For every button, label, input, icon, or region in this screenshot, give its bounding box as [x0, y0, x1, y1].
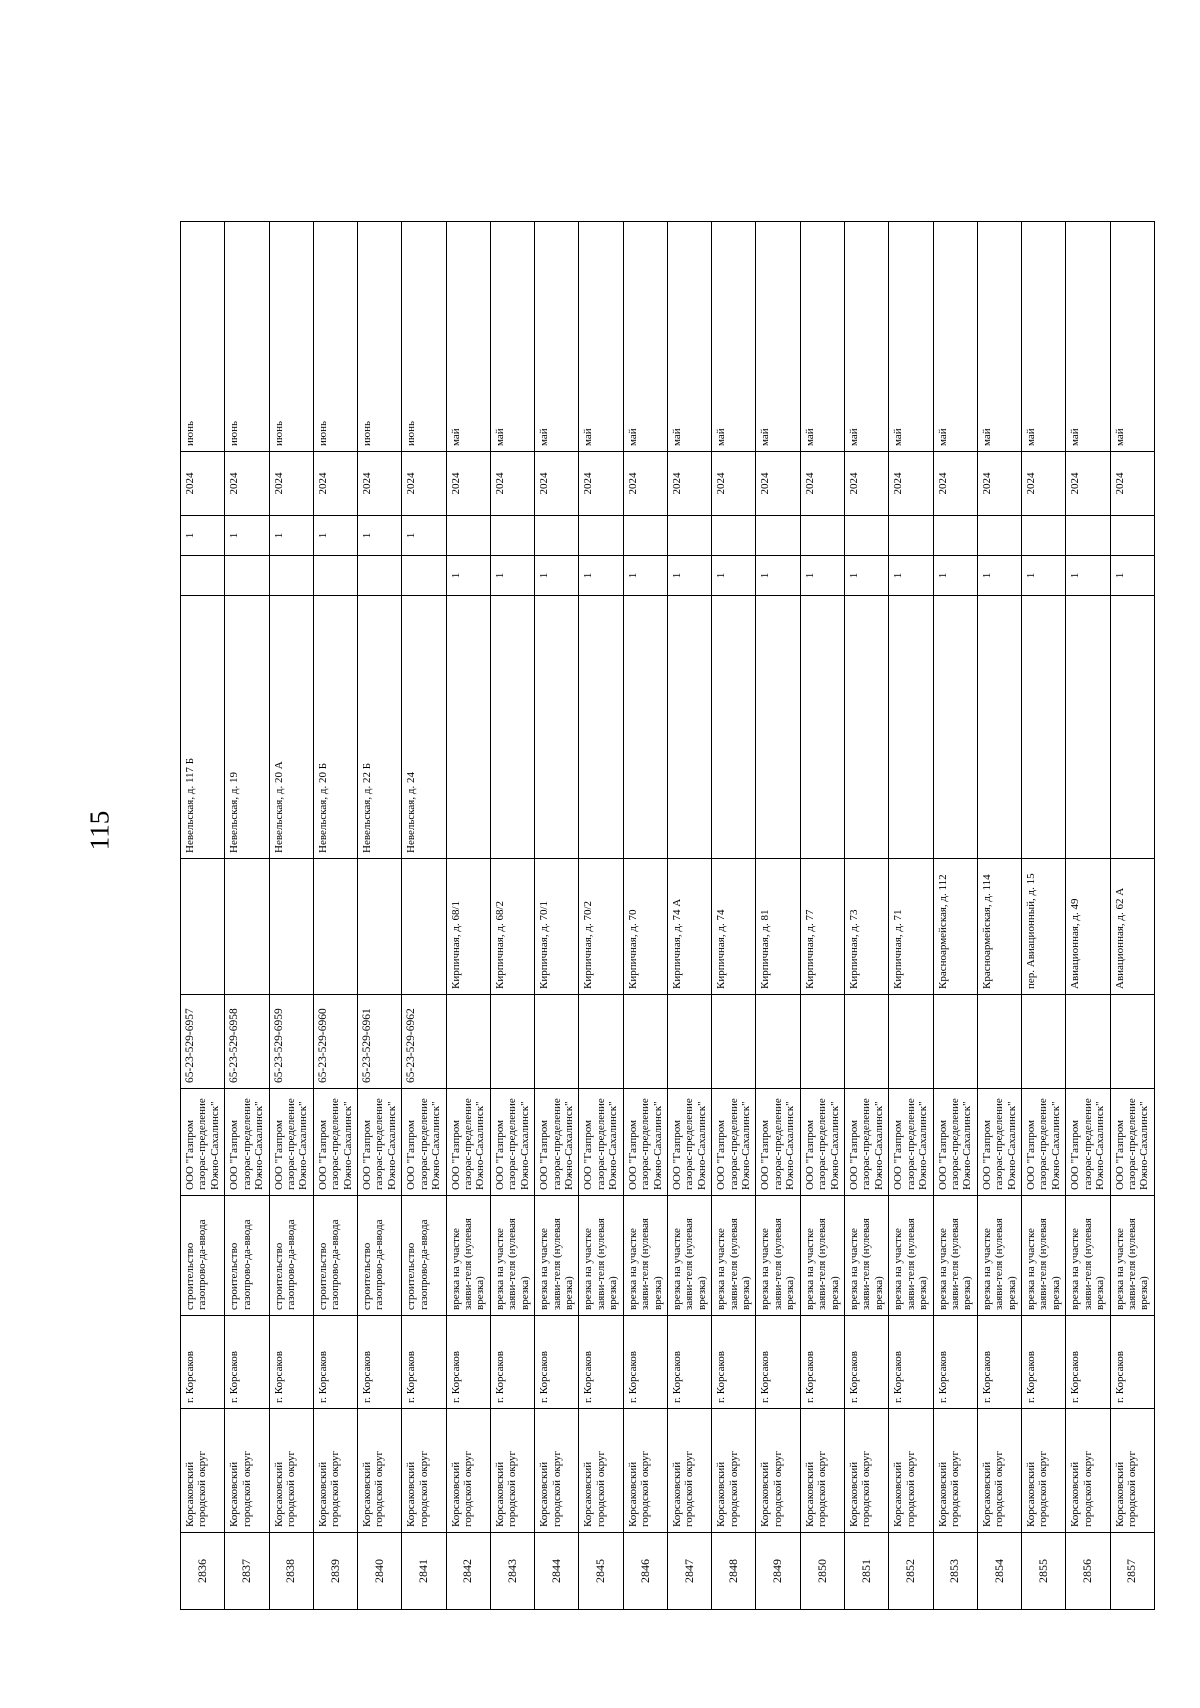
year-cell: 2024 — [1110, 452, 1154, 516]
address-cell: Кирпичная, д. 70/1 — [535, 859, 579, 995]
organization-cell: ООО "Газпром газорас-пределение Южно-Сахалинск" — [490, 1089, 534, 1196]
object-code-cell — [933, 995, 977, 1089]
year-cell: 2024 — [667, 452, 711, 516]
district-cell: Корсаковский городской округ — [933, 1409, 977, 1533]
table-row — [844, 222, 888, 1610]
address-cell: Красноармейская, д. 114 — [977, 859, 1021, 995]
table-row — [358, 222, 402, 1610]
address-alt-cell — [1066, 596, 1110, 859]
month-cell: май — [889, 222, 933, 452]
month-cell: май — [756, 222, 800, 452]
row-number-cell: 2853 — [933, 1533, 977, 1610]
row-number-cell: 2855 — [1022, 1533, 1066, 1610]
table-row — [1022, 222, 1066, 1610]
row-number-cell: 2837 — [225, 1533, 269, 1610]
object-code-cell — [667, 995, 711, 1089]
address-cell — [269, 859, 313, 995]
organization-cell: ООО "Газпром газорас-пределение Южно-Сахалинск" — [977, 1089, 1021, 1196]
district-cell: Корсаковский городской округ — [225, 1409, 269, 1533]
quantity-cell — [358, 556, 402, 596]
quantity-alt-cell — [977, 516, 1021, 556]
table-row — [667, 222, 711, 1610]
quantity-cell: 1 — [800, 556, 844, 596]
city-cell: г. Корсаков — [623, 1316, 667, 1409]
district-cell: Корсаковский городской округ — [358, 1409, 402, 1533]
month-cell: май — [623, 222, 667, 452]
quantity-alt-cell — [712, 516, 756, 556]
address-alt-cell: Невельская, д. 19 — [225, 596, 269, 859]
quantity-cell — [269, 556, 313, 596]
work-type-cell: врезка на участке заяви-теля (нулевая врезка) — [446, 1196, 490, 1316]
district-cell: Корсаковский городской округ — [313, 1409, 357, 1533]
row-number-cell: 2854 — [977, 1533, 1021, 1610]
row-number-cell: 2850 — [800, 1533, 844, 1610]
table-row — [579, 222, 623, 1610]
month-cell: июнь — [358, 222, 402, 452]
address-alt-cell — [756, 596, 800, 859]
city-cell: г. Корсаков — [402, 1316, 446, 1409]
address-cell: Красноармейская, д. 112 — [933, 859, 977, 995]
work-type-cell: врезка на участке заяви-теля (нулевая врезка) — [667, 1196, 711, 1316]
month-cell: май — [490, 222, 534, 452]
object-code-cell — [535, 995, 579, 1089]
object-code-cell — [712, 995, 756, 1089]
work-type-cell: врезка на участке заяви-теля (нулевая врезка) — [756, 1196, 800, 1316]
district-cell: Корсаковский городской округ — [446, 1409, 490, 1533]
year-cell: 2024 — [358, 452, 402, 516]
city-cell: г. Корсаков — [1110, 1316, 1154, 1409]
address-alt-cell: Невельская, д. 20 А — [269, 596, 313, 859]
work-type-cell: строительство газопрово-да-ввода — [225, 1196, 269, 1316]
organization-cell: ООО "Газпром газорас-пределение Южно-Сахалинск" — [889, 1089, 933, 1196]
year-cell: 2024 — [977, 452, 1021, 516]
organization-cell: ООО "Газпром газорас-пределение Южно-Сахалинск" — [579, 1089, 623, 1196]
organization-cell: ООО "Газпром газорас-пределение Южно-Сахалинск" — [358, 1089, 402, 1196]
table-row — [933, 222, 977, 1610]
month-cell: май — [844, 222, 888, 452]
address-cell — [181, 859, 225, 995]
city-cell: г. Корсаков — [313, 1316, 357, 1409]
organization-cell: ООО "Газпром газорас-пределение Южно-Сахалинск" — [756, 1089, 800, 1196]
work-type-cell: врезка на участке заяви-теля (нулевая врезка) — [844, 1196, 888, 1316]
year-cell: 2024 — [889, 452, 933, 516]
table-row — [1110, 222, 1154, 1610]
table-row — [712, 222, 756, 1610]
work-type-cell: строительство газопрово-да-ввода — [181, 1196, 225, 1316]
work-type-cell: врезка на участке заяви-теля (нулевая врезка) — [1110, 1196, 1154, 1316]
month-cell: май — [1066, 222, 1110, 452]
row-number-cell: 2851 — [844, 1533, 888, 1610]
month-cell: май — [579, 222, 623, 452]
city-cell: г. Корсаков — [535, 1316, 579, 1409]
work-type-cell: врезка на участке заяви-теля (нулевая врезка) — [933, 1196, 977, 1316]
address-alt-cell — [535, 596, 579, 859]
district-cell: Корсаковский городской округ — [1110, 1409, 1154, 1533]
organization-cell: ООО "Газпром газорас-пределение Южно-Сахалинск" — [181, 1089, 225, 1196]
table-row — [756, 222, 800, 1610]
address-alt-cell — [977, 596, 1021, 859]
quantity-alt-cell — [667, 516, 711, 556]
quantity-cell — [313, 556, 357, 596]
quantity-cell: 1 — [933, 556, 977, 596]
organization-cell: ООО "Газпром газорас-пределение Южно-Сахалинск" — [1066, 1089, 1110, 1196]
month-cell: июнь — [225, 222, 269, 452]
table-row — [889, 222, 933, 1610]
month-cell: июнь — [269, 222, 313, 452]
address-cell: Кирпичная, д. 74 — [712, 859, 756, 995]
district-cell: Корсаковский городской округ — [269, 1409, 313, 1533]
object-code-cell — [889, 995, 933, 1089]
table-body — [181, 222, 1155, 1610]
address-cell — [358, 859, 402, 995]
address-cell: Кирпичная, д. 77 — [800, 859, 844, 995]
object-code-cell — [490, 995, 534, 1089]
row-number-cell: 2839 — [313, 1533, 357, 1610]
quantity-cell: 1 — [977, 556, 1021, 596]
month-cell: май — [712, 222, 756, 452]
object-code-cell — [844, 995, 888, 1089]
year-cell: 2024 — [1022, 452, 1066, 516]
organization-cell: ООО "Газпром газорас-пределение Южно-Сахалинск" — [535, 1089, 579, 1196]
address-alt-cell — [667, 596, 711, 859]
row-number-cell: 2847 — [667, 1533, 711, 1610]
page-number — [80, 802, 120, 858]
quantity-cell: 1 — [1022, 556, 1066, 596]
city-cell: г. Корсаков — [800, 1316, 844, 1409]
quantity-cell: 1 — [535, 556, 579, 596]
object-code-cell: 65-23-529-6957 — [181, 995, 225, 1089]
work-type-cell: врезка на участке заяви-теля (нулевая врезка) — [535, 1196, 579, 1316]
organization-cell: ООО "Газпром газорас-пределение Южно-Сахалинск" — [844, 1089, 888, 1196]
address-cell: пер. Авиационный, д. 15 — [1022, 859, 1066, 995]
table-row — [800, 222, 844, 1610]
quantity-alt-cell: 1 — [181, 516, 225, 556]
object-code-cell — [1110, 995, 1154, 1089]
object-code-cell: 65-23-529-6959 — [269, 995, 313, 1089]
month-cell: май — [800, 222, 844, 452]
city-cell: г. Корсаков — [1066, 1316, 1110, 1409]
row-number-cell: 2843 — [490, 1533, 534, 1610]
quantity-cell: 1 — [579, 556, 623, 596]
quantity-alt-cell: 1 — [313, 516, 357, 556]
city-cell: г. Корсаков — [181, 1316, 225, 1409]
table-row — [1066, 222, 1110, 1610]
data-table — [180, 221, 1155, 1610]
month-cell: май — [446, 222, 490, 452]
organization-cell: ООО "Газпром газорас-пределение Южно-Сахалинск" — [269, 1089, 313, 1196]
row-number-cell: 2846 — [623, 1533, 667, 1610]
object-code-cell — [756, 995, 800, 1089]
organization-cell: ООО "Газпром газорас-пределение Южно-Сахалинск" — [800, 1089, 844, 1196]
quantity-cell — [225, 556, 269, 596]
district-cell: Корсаковский городской округ — [1022, 1409, 1066, 1533]
quantity-alt-cell — [1110, 516, 1154, 556]
object-code-cell — [1022, 995, 1066, 1089]
object-code-cell: 65-23-529-6961 — [358, 995, 402, 1089]
table-row — [446, 222, 490, 1610]
month-cell: май — [667, 222, 711, 452]
quantity-alt-cell: 1 — [402, 516, 446, 556]
city-cell: г. Корсаков — [579, 1316, 623, 1409]
address-alt-cell — [1110, 596, 1154, 859]
district-cell: Корсаковский городской округ — [977, 1409, 1021, 1533]
work-type-cell: врезка на участке заяви-теля (нулевая врезка) — [712, 1196, 756, 1316]
district-cell: Корсаковский городской округ — [889, 1409, 933, 1533]
quantity-alt-cell — [446, 516, 490, 556]
quantity-alt-cell — [1066, 516, 1110, 556]
object-code-cell: 65-23-529-6960 — [313, 995, 357, 1089]
address-cell: Кирпичная, д. 68/1 — [446, 859, 490, 995]
year-cell: 2024 — [933, 452, 977, 516]
row-number-cell: 2842 — [446, 1533, 490, 1610]
address-alt-cell — [889, 596, 933, 859]
object-code-cell — [977, 995, 1021, 1089]
work-type-cell: врезка на участке заяви-теля (нулевая врезка) — [579, 1196, 623, 1316]
table-row — [623, 222, 667, 1610]
table-row — [977, 222, 1021, 1610]
address-cell: Кирпичная, д. 68/2 — [490, 859, 534, 995]
quantity-alt-cell — [1022, 516, 1066, 556]
district-cell: Корсаковский городской округ — [756, 1409, 800, 1533]
address-alt-cell: Невельская, д. 117 Б — [181, 596, 225, 859]
organization-cell: ООО "Газпром газорас-пределение Южно-Сахалинск" — [667, 1089, 711, 1196]
quantity-alt-cell — [623, 516, 667, 556]
table-row — [181, 222, 225, 1610]
address-cell: Кирпичная, д. 71 — [889, 859, 933, 995]
city-cell: г. Корсаков — [977, 1316, 1021, 1409]
city-cell: г. Корсаков — [844, 1316, 888, 1409]
object-code-cell — [579, 995, 623, 1089]
address-alt-cell — [844, 596, 888, 859]
rotated-table-wrapper — [180, 222, 1151, 1610]
address-cell: Кирпичная, д. 81 — [756, 859, 800, 995]
district-cell: Корсаковский городской округ — [1066, 1409, 1110, 1533]
city-cell: г. Корсаков — [889, 1316, 933, 1409]
district-cell: Корсаковский городской округ — [402, 1409, 446, 1533]
quantity-cell: 1 — [446, 556, 490, 596]
work-type-cell: строительство газопрово-да-ввода — [402, 1196, 446, 1316]
quantity-alt-cell — [756, 516, 800, 556]
city-cell: г. Корсаков — [490, 1316, 534, 1409]
address-cell: Авиационная, д. 49 — [1066, 859, 1110, 995]
row-number-cell: 2852 — [889, 1533, 933, 1610]
month-cell: май — [535, 222, 579, 452]
quantity-cell — [181, 556, 225, 596]
row-number-cell: 2856 — [1066, 1533, 1110, 1610]
work-type-cell: врезка на участке заяви-теля (нулевая врезка) — [889, 1196, 933, 1316]
city-cell: г. Корсаков — [358, 1316, 402, 1409]
quantity-cell: 1 — [490, 556, 534, 596]
year-cell: 2024 — [756, 452, 800, 516]
address-cell: Авиационная, д. 62 А — [1110, 859, 1154, 995]
work-type-cell: врезка на участке заяви-теля (нулевая врезка) — [977, 1196, 1021, 1316]
address-alt-cell: Невельская, д. 22 Б — [358, 596, 402, 859]
city-cell: г. Корсаков — [225, 1316, 269, 1409]
page-number-text: 115 — [84, 810, 115, 850]
object-code-cell — [800, 995, 844, 1089]
work-type-cell: строительство газопрово-да-ввода — [269, 1196, 313, 1316]
address-alt-cell — [446, 596, 490, 859]
district-cell: Корсаковский городской округ — [623, 1409, 667, 1533]
address-alt-cell — [800, 596, 844, 859]
object-code-cell: 65-23-529-6962 — [402, 995, 446, 1089]
address-alt-cell — [933, 596, 977, 859]
year-cell: 2024 — [800, 452, 844, 516]
year-cell: 2024 — [402, 452, 446, 516]
object-code-cell — [623, 995, 667, 1089]
quantity-cell: 1 — [1110, 556, 1154, 596]
table-row — [535, 222, 579, 1610]
row-number-cell: 2841 — [402, 1533, 446, 1610]
quantity-alt-cell: 1 — [269, 516, 313, 556]
work-type-cell: врезка на участке заяви-теля (нулевая врезка) — [1066, 1196, 1110, 1316]
year-cell: 2024 — [446, 452, 490, 516]
object-code-cell: 65-23-529-6958 — [225, 995, 269, 1089]
address-cell: Кирпичная, д. 74 А — [667, 859, 711, 995]
district-cell: Корсаковский городской округ — [844, 1409, 888, 1533]
month-cell: май — [1110, 222, 1154, 452]
month-cell: май — [933, 222, 977, 452]
organization-cell: ООО "Газпром газорас-пределение Южно-Сахалинск" — [933, 1089, 977, 1196]
month-cell: май — [977, 222, 1021, 452]
work-type-cell: врезка на участке заяви-теля (нулевая врезка) — [490, 1196, 534, 1316]
year-cell: 2024 — [579, 452, 623, 516]
address-cell: Кирпичная, д. 70/2 — [579, 859, 623, 995]
organization-cell: ООО "Газпром газорас-пределение Южно-Сахалинск" — [402, 1089, 446, 1196]
address-alt-cell — [579, 596, 623, 859]
month-cell: июнь — [313, 222, 357, 452]
address-alt-cell — [490, 596, 534, 859]
organization-cell: ООО "Газпром газорас-пределение Южно-Сахалинск" — [1022, 1089, 1066, 1196]
quantity-cell: 1 — [756, 556, 800, 596]
quantity-alt-cell — [889, 516, 933, 556]
address-alt-cell — [1022, 596, 1066, 859]
address-alt-cell: Невельская, д. 24 — [402, 596, 446, 859]
month-cell: июнь — [181, 222, 225, 452]
table-row — [402, 222, 446, 1610]
district-cell: Корсаковский городской округ — [579, 1409, 623, 1533]
quantity-alt-cell — [490, 516, 534, 556]
quantity-cell: 1 — [623, 556, 667, 596]
quantity-alt-cell — [844, 516, 888, 556]
work-type-cell: врезка на участке заяви-теля (нулевая врезка) — [623, 1196, 667, 1316]
year-cell: 2024 — [490, 452, 534, 516]
year-cell: 2024 — [225, 452, 269, 516]
table-row — [269, 222, 313, 1610]
city-cell: г. Корсаков — [756, 1316, 800, 1409]
quantity-cell — [402, 556, 446, 596]
organization-cell: ООО "Газпром газорас-пределение Южно-Сахалинск" — [623, 1089, 667, 1196]
table-row — [313, 222, 357, 1610]
quantity-cell: 1 — [844, 556, 888, 596]
year-cell: 2024 — [313, 452, 357, 516]
city-cell: г. Корсаков — [933, 1316, 977, 1409]
address-cell — [402, 859, 446, 995]
object-code-cell — [1066, 995, 1110, 1089]
organization-cell: ООО "Газпром газорас-пределение Южно-Сахалинск" — [712, 1089, 756, 1196]
work-type-cell: врезка на участке заяви-теля (нулевая врезка) — [1022, 1196, 1066, 1316]
district-cell: Корсаковский городской округ — [712, 1409, 756, 1533]
district-cell: Корсаковский городской округ — [667, 1409, 711, 1533]
address-cell — [225, 859, 269, 995]
work-type-cell: строительство газопрово-да-ввода — [358, 1196, 402, 1316]
district-cell: Корсаковский городской округ — [490, 1409, 534, 1533]
organization-cell: ООО "Газпром газорас-пределение Южно-Сахалинск" — [313, 1089, 357, 1196]
quantity-cell: 1 — [1066, 556, 1110, 596]
row-number-cell: 2848 — [712, 1533, 756, 1610]
address-alt-cell: Невельская, д. 20 Б — [313, 596, 357, 859]
row-number-cell: 2857 — [1110, 1533, 1154, 1610]
year-cell: 2024 — [1066, 452, 1110, 516]
district-cell: Корсаковский городской округ — [800, 1409, 844, 1533]
row-number-cell: 2849 — [756, 1533, 800, 1610]
address-cell: Кирпичная, д. 73 — [844, 859, 888, 995]
quantity-alt-cell: 1 — [358, 516, 402, 556]
address-cell — [313, 859, 357, 995]
month-cell: июнь — [402, 222, 446, 452]
organization-cell: ООО "Газпром газорас-пределение Южно-Сахалинск" — [446, 1089, 490, 1196]
city-cell: г. Корсаков — [712, 1316, 756, 1409]
quantity-alt-cell: 1 — [225, 516, 269, 556]
row-number-cell: 2836 — [181, 1533, 225, 1610]
table-row — [490, 222, 534, 1610]
quantity-cell: 1 — [667, 556, 711, 596]
work-type-cell: врезка на участке заяви-теля (нулевая врезка) — [800, 1196, 844, 1316]
year-cell: 2024 — [181, 452, 225, 516]
quantity-alt-cell — [933, 516, 977, 556]
address-alt-cell — [623, 596, 667, 859]
object-code-cell — [446, 995, 490, 1089]
quantity-cell: 1 — [889, 556, 933, 596]
table-row — [225, 222, 269, 1610]
organization-cell: ООО "Газпром газорас-пределение Южно-Сахалинск" — [225, 1089, 269, 1196]
district-cell: Корсаковский городской округ — [535, 1409, 579, 1533]
organization-cell: ООО "Газпром газорас-пределение Южно-Сахалинск" — [1110, 1089, 1154, 1196]
row-number-cell: 2844 — [535, 1533, 579, 1610]
row-number-cell: 2840 — [358, 1533, 402, 1610]
address-alt-cell — [712, 596, 756, 859]
row-number-cell: 2845 — [579, 1533, 623, 1610]
year-cell: 2024 — [535, 452, 579, 516]
year-cell: 2024 — [712, 452, 756, 516]
quantity-alt-cell — [579, 516, 623, 556]
year-cell: 2024 — [269, 452, 313, 516]
quantity-alt-cell — [535, 516, 579, 556]
year-cell: 2024 — [623, 452, 667, 516]
district-cell: Корсаковский городской округ — [181, 1409, 225, 1533]
city-cell: г. Корсаков — [1022, 1316, 1066, 1409]
city-cell: г. Корсаков — [667, 1316, 711, 1409]
city-cell: г. Корсаков — [446, 1316, 490, 1409]
quantity-cell: 1 — [712, 556, 756, 596]
address-cell: Кирпичная, д. 70 — [623, 859, 667, 995]
year-cell: 2024 — [844, 452, 888, 516]
quantity-alt-cell — [800, 516, 844, 556]
row-number-cell: 2838 — [269, 1533, 313, 1610]
month-cell: май — [1022, 222, 1066, 452]
work-type-cell: строительство газопрово-да-ввода — [313, 1196, 357, 1316]
city-cell: г. Корсаков — [269, 1316, 313, 1409]
